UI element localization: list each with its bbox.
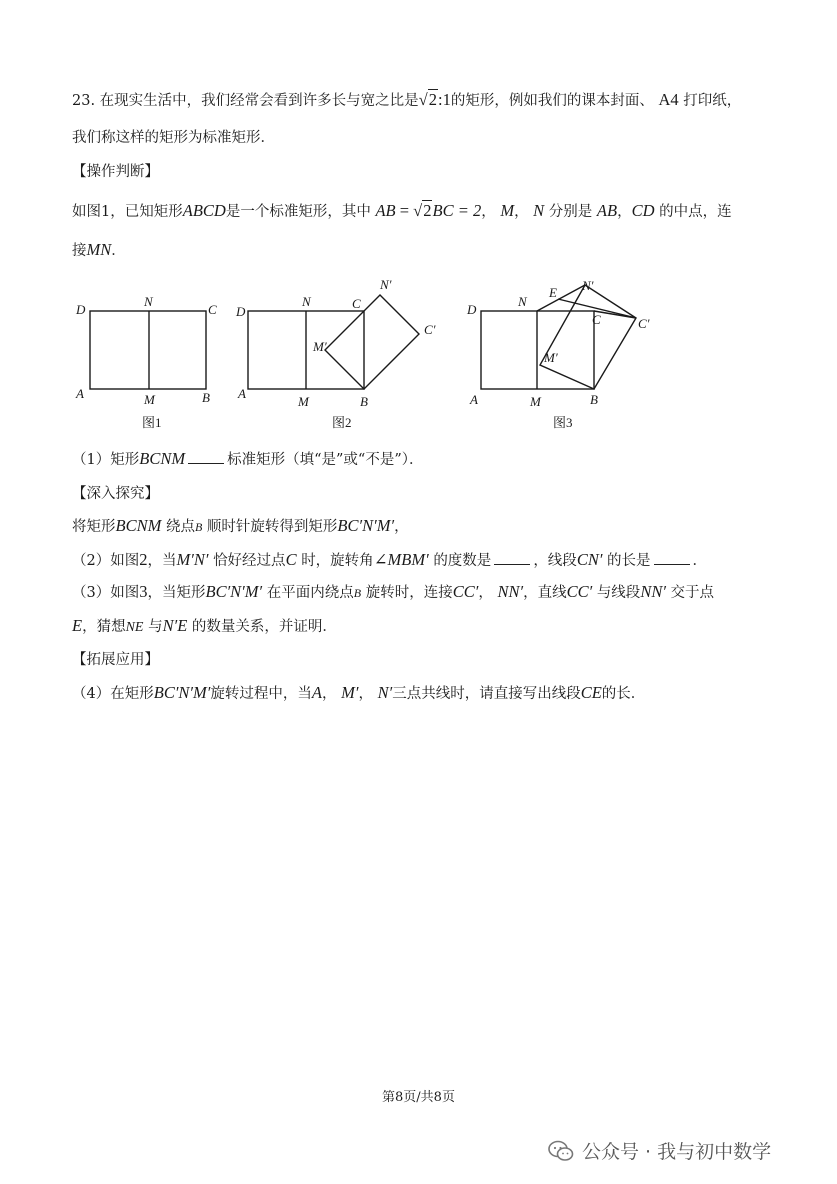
intro-text: 打印纸，	[683, 93, 742, 109]
text: ，	[394, 519, 409, 535]
math: CC′	[566, 582, 593, 601]
math: AB	[375, 201, 396, 220]
problem-intro-line-2	[72, 128, 275, 148]
answer-blank-q2-angle[interactable]	[494, 550, 530, 565]
sqrt-radicand: 2	[428, 90, 437, 109]
math: BC′N′M′	[205, 582, 263, 601]
text: 的长是	[607, 553, 651, 569]
rect-abcd	[90, 311, 206, 389]
figure-3	[481, 285, 636, 389]
a4-label: A4	[658, 90, 679, 109]
text: 标准矩形（填“是”或“不是”）．	[227, 452, 424, 468]
text: ，	[322, 686, 337, 702]
label-C-prime: C′	[424, 322, 436, 337]
figures	[0, 270, 837, 440]
text: 恰好经过点	[213, 553, 286, 569]
text: ，	[358, 686, 373, 702]
intro-text: 在现实生活中，我们经常会看到许多长与宽之比是	[99, 93, 419, 109]
label-A: A	[76, 386, 84, 401]
text: 将矩形	[72, 519, 116, 535]
math: A	[311, 683, 322, 702]
math: N′E	[162, 616, 188, 635]
math: E	[72, 616, 83, 635]
label-N: N	[302, 294, 311, 309]
section-explore: 【深入探究】	[72, 486, 159, 502]
text: 旋转过程中，当	[210, 686, 312, 702]
math: BC′N′M′	[337, 516, 395, 535]
label-N: N	[144, 294, 153, 309]
question-3-line-2	[72, 616, 337, 638]
label-M: M	[298, 394, 309, 409]
question-4	[72, 683, 645, 704]
math: B	[353, 586, 362, 600]
rect-bc-n-m-rotated	[540, 285, 636, 389]
text: ，	[481, 204, 496, 220]
page-footer: 第8页/共8页	[382, 1090, 455, 1105]
label-E: E	[549, 285, 557, 300]
text: 交于点	[670, 585, 715, 601]
text: 三点共线时，请直接写出线段	[392, 686, 581, 702]
math: ∠MBM′	[373, 550, 429, 569]
figure-1	[90, 311, 206, 389]
text: 时，旋转角	[301, 553, 374, 569]
question-2	[72, 550, 707, 571]
section-judge: 【操作判断】	[72, 164, 159, 180]
sqrt-2: √2	[413, 201, 432, 220]
label-D: D	[236, 304, 246, 319]
answer-blank-q1[interactable]	[188, 449, 224, 464]
text: ，猜想	[82, 619, 126, 635]
caption-fig3: 图3	[553, 415, 573, 430]
text: （1）矩形	[72, 452, 140, 468]
math: NE	[125, 620, 144, 635]
figure-2	[248, 295, 419, 389]
text: ，当矩形	[147, 585, 206, 601]
wechat-icon	[548, 1140, 574, 1162]
math: CD	[631, 201, 655, 220]
text: ，线段	[533, 553, 577, 569]
text: 的中点，连	[659, 204, 732, 220]
text: 顺时针旋转得到矩形	[206, 519, 338, 535]
text: ，当	[147, 553, 177, 569]
label-M: M	[530, 394, 541, 409]
label-M-prime: M′	[544, 350, 558, 365]
label-A: A	[238, 386, 246, 401]
text: 接	[72, 243, 87, 259]
text: （2）如图	[72, 553, 140, 569]
math: M	[500, 201, 515, 220]
watermark-text: 公众号 · 我与初中数学	[582, 1141, 772, 1163]
math: BCNM	[115, 516, 162, 535]
text: （3）如图	[72, 585, 140, 601]
math: AB	[596, 201, 618, 220]
math: B	[194, 520, 203, 534]
section-extend: 【拓展应用】	[72, 652, 159, 668]
label-C: C	[352, 296, 361, 311]
text: ，	[514, 204, 529, 220]
label-N-prime: N′	[582, 278, 594, 293]
math: MN	[86, 240, 112, 259]
sqrt-2: √2	[418, 90, 437, 109]
text: ，	[478, 585, 493, 601]
rect-bc-n-m-rotated	[325, 295, 419, 389]
text: 分别是	[548, 204, 593, 220]
math: BC′N′M′	[153, 683, 211, 702]
text: ，	[617, 204, 632, 220]
label-C: C	[208, 302, 217, 317]
text: 在平面内绕点	[266, 585, 354, 601]
explore-text	[72, 516, 409, 537]
label-B: B	[590, 392, 598, 407]
text: 绕点	[165, 519, 195, 535]
text: 的数量关系，并证明．	[191, 619, 337, 635]
text: 是一个标准矩形，其中	[225, 204, 371, 220]
text: 旋转时，连接	[365, 585, 453, 601]
math: BCNM	[139, 449, 186, 468]
judge-line-1	[72, 201, 732, 222]
math: =	[395, 201, 414, 220]
question-1	[72, 449, 423, 470]
text: ，直线	[523, 585, 567, 601]
label-D: D	[76, 302, 86, 317]
math: NN′	[640, 582, 666, 601]
text: 的长．	[601, 686, 646, 702]
math: ABCD	[182, 201, 226, 220]
answer-blank-q2-length[interactable]	[654, 550, 690, 565]
intro-text: 的矩形，例如我们的课本封面、	[450, 93, 654, 109]
text: 与	[148, 619, 163, 635]
math: 3	[139, 582, 148, 601]
intro-text: 我们称这样的矩形为标准矩形．	[72, 130, 275, 146]
caption-fig1: 图1	[142, 415, 162, 430]
math: CN′	[576, 550, 603, 569]
sqrt-radicand: 2	[423, 201, 432, 220]
problem-number: 23.	[72, 93, 96, 109]
text: 与线段	[596, 585, 641, 601]
math: C	[285, 550, 297, 569]
math: CE	[580, 683, 602, 702]
label-B: B	[360, 394, 368, 409]
math: N′	[377, 683, 393, 702]
label-C: C	[592, 312, 601, 327]
watermark	[548, 1137, 771, 1164]
judge-line-2	[72, 240, 126, 261]
label-A: A	[470, 392, 478, 407]
math: M′N′	[176, 550, 209, 569]
math: CC′	[452, 582, 479, 601]
label-N: N	[518, 294, 527, 309]
text: ．	[692, 553, 708, 569]
math: BC = 2	[432, 201, 482, 220]
text: 的度数是	[433, 553, 492, 569]
text: ．	[111, 243, 126, 259]
label-M-prime: M′	[313, 339, 327, 354]
text: （4）在矩形	[72, 686, 154, 702]
question-3-line-1	[72, 582, 714, 603]
math: M′	[341, 683, 359, 702]
math: NN′	[497, 582, 524, 601]
label-M: M	[144, 392, 155, 407]
label-N-prime: N′	[380, 277, 392, 292]
problem-intro-line-1	[72, 90, 741, 111]
ratio-rest: :1	[437, 90, 451, 109]
math: N	[533, 201, 545, 220]
label-C-prime: C′	[638, 316, 650, 331]
caption-fig2: 图2	[332, 415, 352, 430]
math: 2	[139, 550, 148, 569]
label-D: D	[467, 302, 477, 317]
label-B: B	[202, 390, 210, 405]
text: 如图1，已知矩形	[72, 204, 183, 220]
